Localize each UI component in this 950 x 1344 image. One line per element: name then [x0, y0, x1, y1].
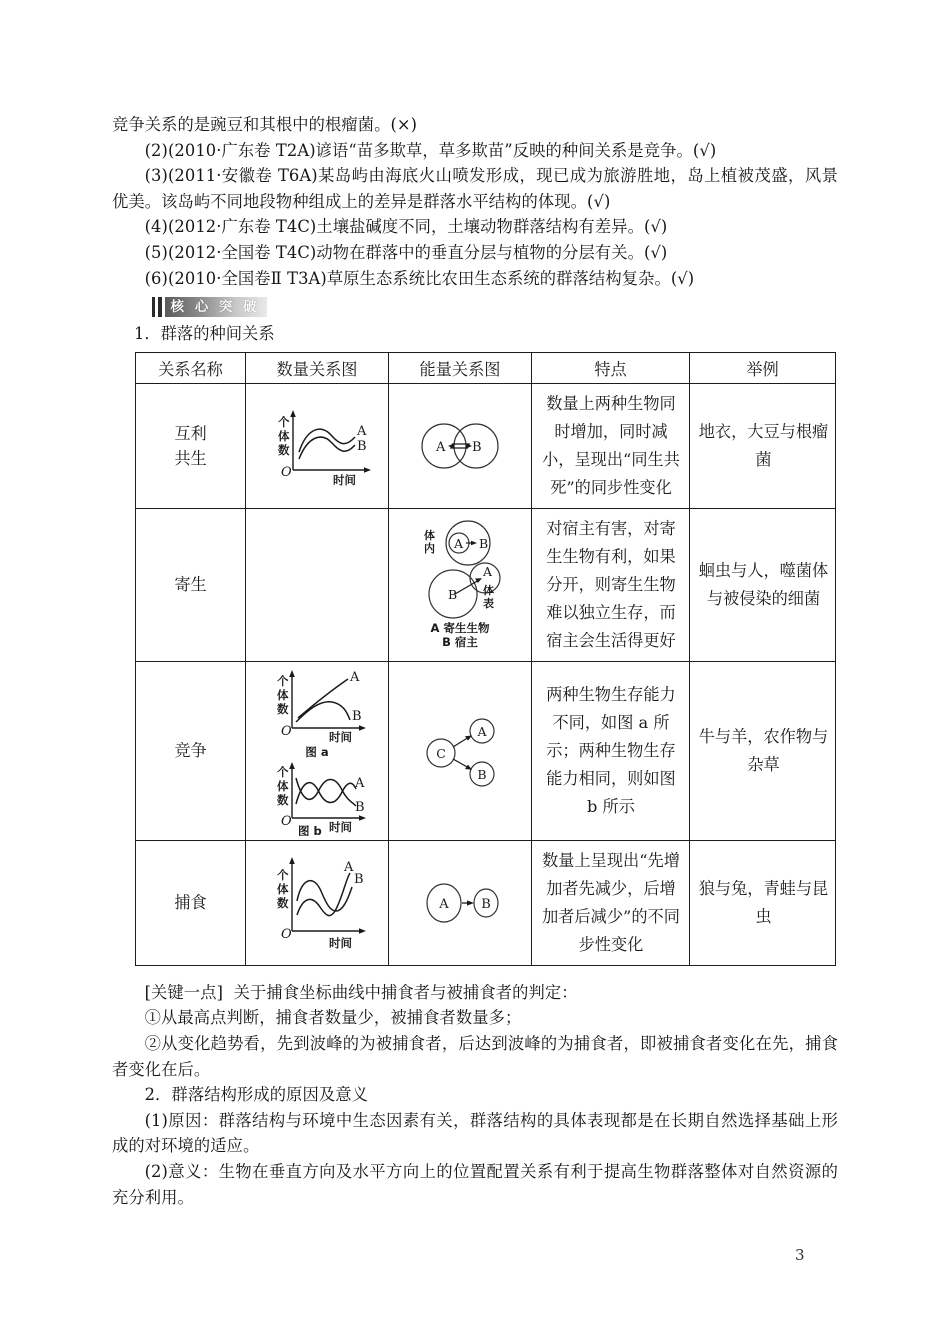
svg-text:B: B [479, 535, 489, 551]
column-header-feature: 特点 [532, 352, 690, 383]
svg-text:数: 数 [277, 792, 289, 807]
svg-text:时间: 时间 [329, 729, 352, 744]
svg-text:O: O [281, 926, 292, 942]
svg-text:图 a: 图 a [305, 744, 329, 759]
column-header-example: 举例 [690, 352, 836, 383]
example-competition: 牛与羊，农作物与杂草 [690, 661, 836, 840]
svg-text:A: A [357, 423, 367, 439]
svg-text:B: B [355, 799, 365, 815]
relation-name-predation: 捕食 [136, 840, 246, 965]
svg-text:表: 表 [483, 596, 494, 610]
svg-text:A: A [344, 859, 354, 875]
example-parasitism: 蛔虫与人，噬菌体与被侵染的细菌 [690, 508, 836, 661]
paragraph-item-3: (3)(2011·安徽卷 T6A)某岛屿由海底火山喷发形成，现已成为旅游胜地，岛上植被茂盛，风景优美。该岛屿不同地段物种组成上的差异是群落水平结构的体现。(√) [112, 166, 838, 211]
table-row [136, 840, 836, 965]
svg-text:B: B [354, 871, 364, 887]
svg-text:A: A [350, 669, 360, 685]
relation-name-parasitism: 寄生 [136, 508, 246, 661]
svg-text:C: C [436, 745, 446, 761]
table-row [136, 661, 836, 840]
svg-text:A: A [477, 723, 487, 739]
quantity-figure-predation [246, 840, 389, 965]
key-point-tag: [关键一点] [144, 982, 224, 1002]
svg-text:个: 个 [277, 764, 289, 779]
paragraph-item-6: (6)(2010·全国卷Ⅱ T3A)草原生态系统比农田生态系统的群落结构复杂。(√) [144, 268, 695, 288]
svg-text:O: O [281, 723, 292, 739]
svg-text:数: 数 [277, 895, 289, 910]
svg-text:内: 内 [424, 541, 435, 555]
svg-text:个: 个 [277, 867, 289, 882]
svg-text:体: 体 [277, 687, 289, 702]
energy-figure-parasitism [389, 508, 532, 661]
svg-text:A: A [355, 775, 365, 791]
svg-text:时间: 时间 [329, 935, 352, 950]
relation-name-competition: 竞争 [136, 661, 246, 840]
svg-text:图 b: 图 b [298, 823, 322, 836]
svg-text:B: B [448, 586, 458, 602]
paragraph-item-4: (4)(2012·广东卷 T4C)土壤盐碱度不同，土壤动物群落结构有差异。(√) [144, 217, 668, 237]
svg-text:个: 个 [278, 414, 290, 429]
double-bar-icon [152, 297, 162, 317]
svg-text:数: 数 [278, 442, 290, 457]
section-badge-label: 核 心 突 破 [165, 297, 267, 317]
table-row [136, 383, 836, 508]
svg-text:O: O [281, 813, 292, 829]
svg-text:A: A [439, 896, 449, 912]
relation-name-mutualism [136, 383, 246, 508]
quantity-figure-parasitism-empty [246, 508, 389, 661]
svg-text:时间: 时间 [329, 819, 352, 834]
relationship-table [135, 352, 836, 966]
relation-name-line: 互利 [174, 423, 207, 443]
svg-text:B: B [472, 439, 482, 455]
energy-figure-predation [389, 840, 532, 965]
svg-text:体: 体 [278, 428, 290, 443]
svg-text:数: 数 [277, 701, 289, 716]
example-predation: 狼与兔，青蛙与昆虫 [690, 840, 836, 965]
svg-text:A: A [454, 535, 464, 551]
svg-text:体: 体 [424, 528, 435, 542]
section-heading-1: 1．群落的种间关系 [134, 324, 275, 344]
quantity-figure-mutualism [246, 383, 389, 508]
energy-figure-competition [389, 661, 532, 840]
svg-text:体: 体 [277, 778, 289, 793]
svg-text:A: A [436, 439, 446, 455]
bottom-paragraph-2: (2)意义：生物在垂直方向及水平方向上的位置配置关系有利于提高生物群落整体对自然资源的充分利用。 [112, 1161, 838, 1207]
svg-text:B: B [481, 896, 491, 912]
section-heading-2: 2．群落结构形成的原因及意义 [144, 1085, 369, 1105]
svg-text:个: 个 [277, 673, 289, 688]
feature-predation: 数量上呈现出“先增加者先减少，后增加者后减少”的不同步性变化 [532, 840, 690, 965]
example-mutualism: 地衣，大豆与根瘤菌 [690, 383, 836, 508]
page-content [112, 112, 838, 1210]
svg-text:体: 体 [483, 583, 494, 597]
feature-parasitism: 对宿主有害，对寄生生物有利，如果分开，则寄生生物难以独立生存，而宿主会生活得更好 [532, 508, 690, 661]
svg-text:B: B [477, 766, 487, 782]
svg-text:A 寄生生物: A 寄生生物 [430, 620, 490, 635]
key-point-lead [112, 980, 838, 1006]
section-badge [112, 297, 838, 319]
svg-text:A: A [483, 563, 493, 579]
page-number: 3 [795, 1246, 805, 1264]
key-point-item-2: ②从变化趋势看，先到波峰的为被捕食者，后达到波峰的为捕食者，即被捕食者变化在先，捕食者变化在后。 [112, 1033, 838, 1079]
key-point-block [112, 980, 838, 1210]
column-header-energy: 能量关系图 [389, 352, 532, 383]
column-header-name: 关系名称 [136, 352, 246, 383]
bottom-paragraph-1: (1)原因：群落结构与环境中生态因素有关，群落结构的具体表现都是在长期自然选择基础上形成的对环境的适应。 [112, 1110, 838, 1156]
table-header-row [136, 352, 836, 383]
relation-name-line: 共生 [174, 448, 207, 468]
svg-text:时间: 时间 [333, 472, 356, 487]
feature-mutualism: 数量上两种生物同时增加，同时减小，呈现出“同生共死”的同步性变化 [532, 383, 690, 508]
svg-text:B: B [357, 438, 367, 454]
svg-text:B: B [352, 708, 362, 724]
column-header-quantity: 数量关系图 [246, 352, 389, 383]
paragraph-item-2: (2)(2010·广东卷 T2A)谚语“苗多欺草，草多欺苗”反映的种间关系是竞争。(√) [144, 140, 717, 160]
paragraph-continuation: 竞争关系的是豌豆和其根中的根瘤菌。(×) [112, 115, 418, 134]
svg-text:B 宿主: B 宿主 [442, 634, 478, 649]
svg-text:体: 体 [277, 881, 289, 896]
feature-competition: 两种生物生存能力不同，如图 a 所示；两种生物生存能力相同，则如图 b 所示 [532, 661, 690, 840]
energy-figure-mutualism [389, 383, 532, 508]
quantity-figure-competition [246, 661, 389, 840]
key-point-lead-text: 关于捕食坐标曲线中捕食者与被捕食者的判定： [233, 982, 578, 1002]
paragraph-item-5: (5)(2012·全国卷 T4C)动物在群落中的垂直分层与植物的分层有关。(√) [144, 242, 668, 262]
key-point-item-1: ①从最高点判断，捕食者数量少，被捕食者数量多； [144, 1008, 522, 1028]
svg-text:O: O [281, 464, 292, 480]
table-row [136, 508, 836, 661]
